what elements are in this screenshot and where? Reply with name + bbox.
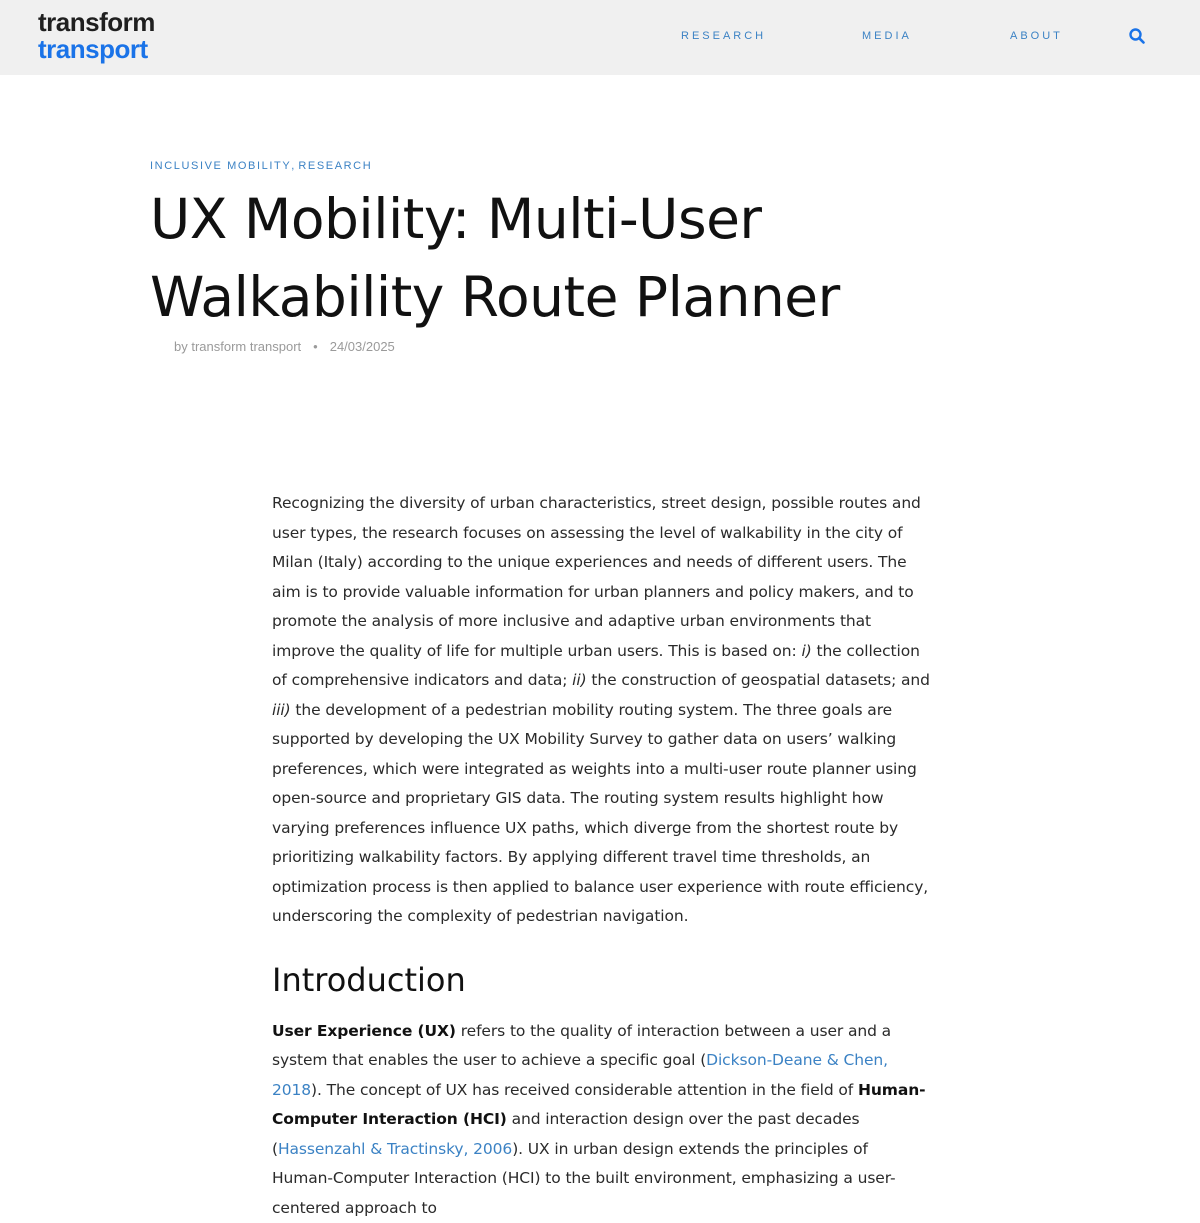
abstract-text-1: Recognizing the diversity of urban characteristics, street design, possible routes and user types, the research focuses on assessing the level of walkability in the city of Milan (Italy) according to the unique experiences and needs of different users. The aim is to provide valuable information for urban planners and policy makers, and to promote the analysis of more inclusive and adaptive urban environments that improve the quality of life for multiple urban users. This is based on: xyxy=(272,494,921,660)
nav-media[interactable]: MEDIA xyxy=(862,30,912,42)
intro-text-3: and interaction design over the past decades ( xyxy=(272,1110,860,1158)
category-research[interactable]: RESEARCH xyxy=(298,160,372,172)
abstract-text-4: the development of a pedestrian mobility routing system. The three goals are supported by developing the UX Mobility Survey to gather data on users’ walking preferences, which were integrated as weights into a multi-user route planner using open-source and proprietary GIS data. The routing system results highlight how varying preferences influence UX paths, which diverge from the shortest route by prioritizing walkability factors. By applying different travel time thresholds, an optimization process is then applied to balance user experience with route efficiency, underscoring the complexity of pedestrian navigation. xyxy=(272,701,928,926)
post-title: UX Mobility: Multi-User Walkability Route Planner xyxy=(150,180,910,336)
site-header xyxy=(0,0,1200,75)
introduction-paragraph xyxy=(272,1017,932,1223)
intro-text-1: refers to the quality of interaction between a user and a system that enables the user to achieve a specific goal ( xyxy=(272,1022,891,1070)
meta-dot: • xyxy=(313,339,318,354)
nav-research[interactable]: RESEARCH xyxy=(681,30,766,42)
abstract-text-3: the construction of geospatial datasets; and xyxy=(587,671,930,689)
post-date: 24/03/2025 xyxy=(330,339,395,354)
term-hci: Human-Computer Interaction (HCI) xyxy=(272,1081,925,1129)
term-ux: User Experience (UX) xyxy=(272,1022,456,1040)
abstract-marker-2: ii) xyxy=(572,671,586,689)
post-meta xyxy=(174,339,395,354)
search-icon-glyph xyxy=(1128,27,1146,45)
intro-text-4: ). UX in urban design extends the principles of Human-Computer Interaction (HCI) to the built environment, emphasizing a user-centered approach to xyxy=(272,1140,896,1217)
abstract-marker-3: iii) xyxy=(272,701,291,719)
logo-line-2: transport xyxy=(38,36,155,63)
citation-hassenzahl[interactable]: Hassenzahl & Tractinsky, 2006 xyxy=(278,1140,512,1158)
nav-about[interactable]: ABOUT xyxy=(1010,30,1063,42)
logo-line-1: transform xyxy=(38,9,155,36)
introduction-heading: Introduction xyxy=(272,960,932,1000)
intro-text-2: ). The concept of UX has received considerable attention in the field of xyxy=(311,1081,858,1099)
citation-dickson-deane[interactable]: Dickson-Deane & Chen, 2018 xyxy=(272,1051,888,1099)
abstract-paragraph xyxy=(272,489,932,932)
abstract-marker-1: i) xyxy=(801,642,811,660)
site-logo[interactable] xyxy=(38,9,155,63)
post-categories xyxy=(150,160,372,172)
post-author[interactable]: by transform transport xyxy=(174,339,301,354)
article-content xyxy=(272,489,932,1223)
search-icon[interactable] xyxy=(1128,27,1146,45)
category-inclusive-mobility[interactable]: INCLUSIVE MOBILITY xyxy=(150,160,291,172)
abstract-text-2: the collection of comprehensive indicators and data; xyxy=(272,642,920,690)
category-separator: , xyxy=(291,160,294,172)
